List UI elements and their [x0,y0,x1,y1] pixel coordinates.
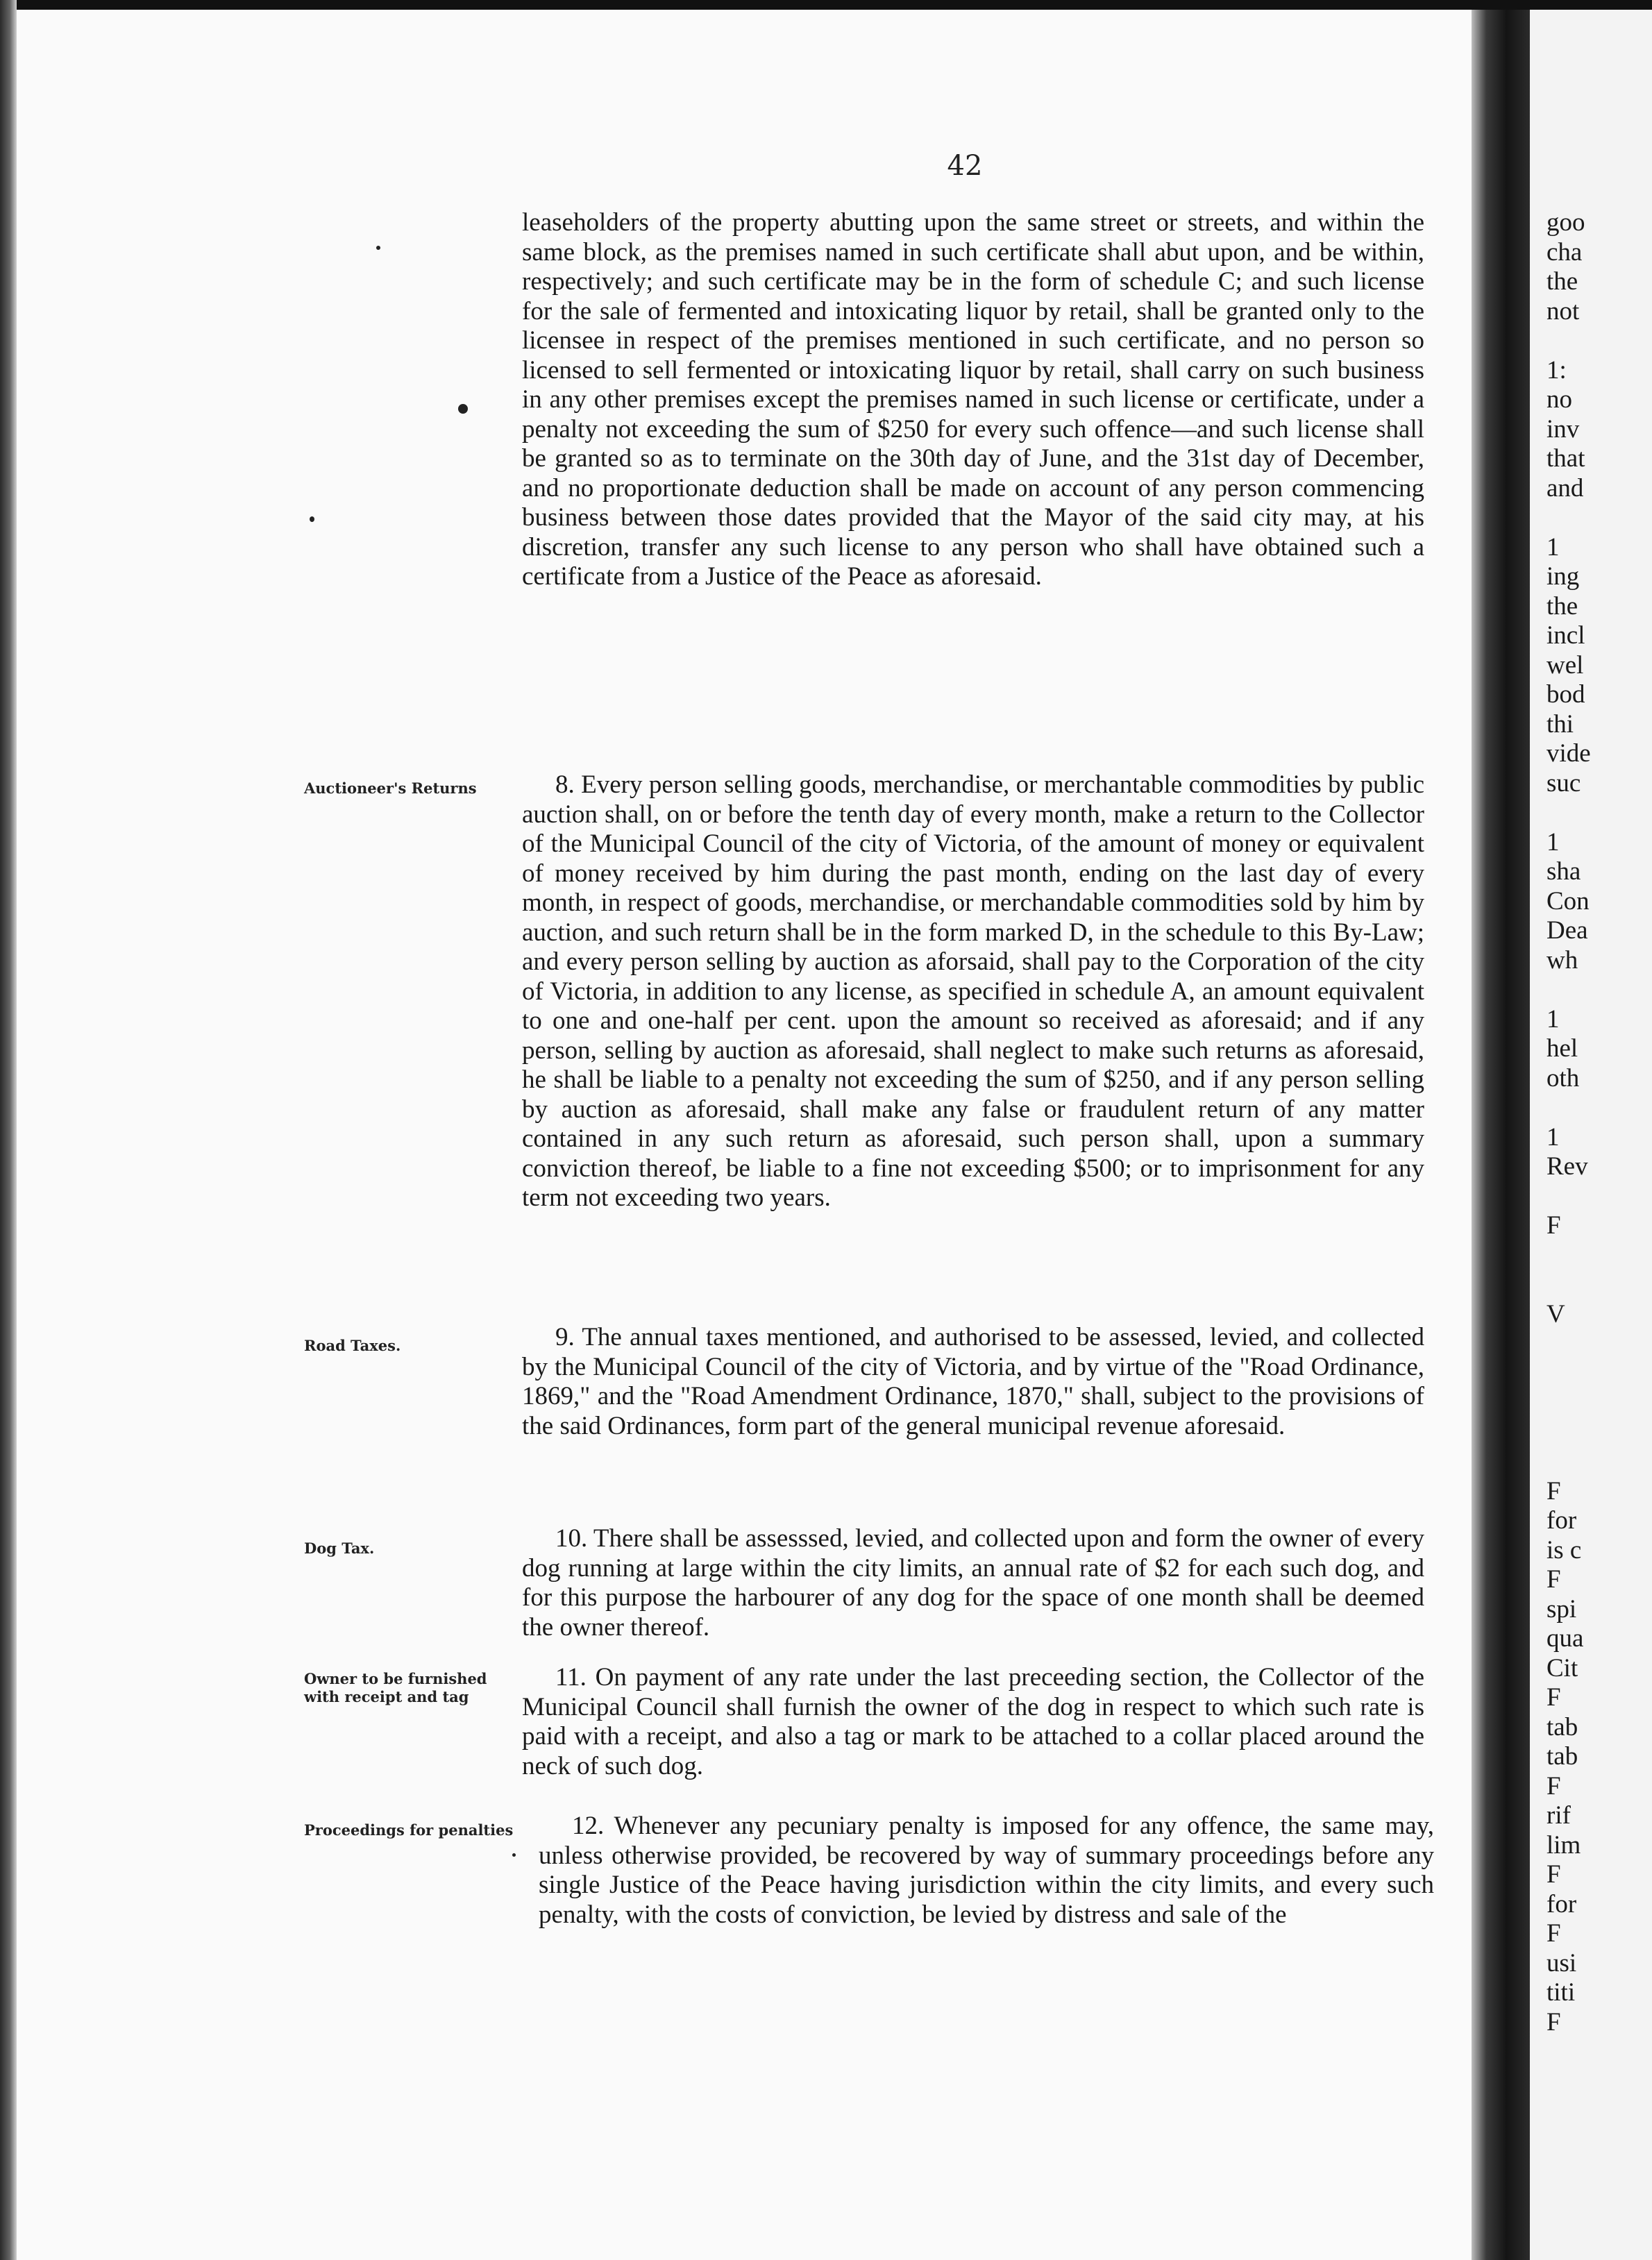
facing-page-fragment: usi [1546,1948,1577,1978]
facing-page-fragment: the [1546,267,1578,296]
facing-page-fragment [1546,1418,1652,1448]
scan-speck [458,404,468,414]
facing-page-fragment: for [1546,1889,1577,1919]
section-8-text: 8. Every person selling goods, merchandise, or merchantable commodities by public auction shall, on or before the tenth day of every month, make a return to the Collector of the Municipal Council of the city of Victoria, of the amount of money or equivalent of money received by him during the past month, ending on the last day of every month, in respect of goods, merchandise, or merchandable commodities sold by him by auction, and such return shall be in the form marked D, in the schedule to this By-Law; and every person selling by auction as aforsaid, shall pay to the Corporation of the city of Victoria, in addition to any license, as specified in schedule A, an amount equivalent to one and one-half per cent. upon the amount so received as aforesaid; and if any person, selling by auction as aforesaid, shall neglect to make such returns as aforesaid, he shall be liable to a penalty not exceeding the sum of $250, and if any person selling by auction as aforesaid, shall make any false or fraudulent return of any matter contained in any such return as aforesaid, such person shall, upon a summary conviction thereof, be liable to a fine not exceeding $500; or to imprisonment for any term not exceeding two years. [522,770,1424,1212]
facing-page-fragment [1546,1359,1652,1389]
facing-page-fragment: and [1546,473,1584,503]
facing-page-fragment [1546,975,1652,1005]
facing-page-fragment: bod [1546,680,1585,709]
facing-page-fragment: tab [1546,1742,1578,1771]
facing-page-fragment: titi [1546,1978,1576,2007]
section-9 [522,1323,1424,1441]
section-11-text: 11. On payment of any rate under the last preceeding section, the Collector of the Municipal Council shall furnish the owner of the dog in respect to which such rate is paid with a receipt, and also a tag or mark to be attached to a collar placed around the neck of such dog. [522,1663,1424,1780]
facing-page-fragment [1546,1182,1652,1212]
facing-page-fragment: wh [1546,945,1578,975]
facing-page-fragment: F [1546,1771,1561,1801]
facing-page-fragment [1546,1447,1652,1477]
facing-page-fragment: wel [1546,650,1584,680]
facing-page-fragment: rif [1546,1801,1571,1830]
facing-page-fragment: Rev [1546,1152,1588,1181]
facing-page-fragment: 1 [1546,532,1560,562]
facing-page-fragment: F [1546,1211,1561,1240]
facing-page-fragment: vide [1546,739,1591,768]
facing-page-fragment: Dea [1546,916,1588,945]
facing-page-fragment: goo [1546,208,1585,237]
margin-note-dog-tax: Dog Tax. [304,1540,375,1557]
facing-page-fragment: 1 [1546,1004,1560,1034]
facing-page-fragment: F [1546,1476,1561,1506]
paragraph-text: leaseholders of the property abutting upon the same street or streets, and within the same block, as the premises named in such certificate shall abut upon, and be within, respectively; and such certificate may be in the form of schedule C; and such license for the sale of fermented and intoxicating liquor by retail, shall be granted only to the licensee in respect of the premises mentioned in such certificate, and no person so licensed to sell fermented or intoxicating liquor by retail, shall carry on such business in any other premises except the premises named in such license or certificate, under a penalty not exceeding the sum of $250 for every such offence—and such license shall be granted so as to terminate on the 30th day of June, and the 31st day of December, and no proportionate deduction shall be made on account of any person commencing business between those dates provided that the Mayor of the said city may, at his discretion, transfer any such license to any person who shall have obtained such a certificate from a Justice of the Peace as aforesaid. [522,208,1424,591]
facing-page-fragment: not [1546,296,1580,326]
facing-page-fragment: that [1546,444,1585,473]
section-11 [522,1663,1424,1781]
facing-page-fragment: suc [1546,768,1581,798]
facing-page-fragment: F [1546,2007,1561,2036]
facing-page-fragment: Cit [1546,1653,1578,1683]
margin-note-road-taxes: Road Taxes. [304,1337,401,1354]
section-8 [522,770,1424,1213]
facing-page-fragment: V [1546,1299,1565,1329]
facing-page-fragment: thi [1546,709,1574,739]
scan-speck [512,1853,516,1857]
facing-page-fragment: hel [1546,1034,1578,1063]
margin-note-proceedings-penalties: Proceedings for penalties [304,1821,514,1839]
facing-page-fragment: sha [1546,857,1581,886]
facing-page-fragment: ing [1546,562,1580,591]
facing-page-fragment: cha [1546,237,1583,267]
facing-page-fragment [1546,326,1652,356]
section-10 [522,1524,1424,1642]
facing-page-fragment: F [1546,1860,1561,1889]
facing-page-fragment [1546,1270,1652,1300]
facing-page-fragment: for [1546,1506,1577,1535]
facing-page-fragment: inv [1546,414,1580,444]
facing-page-fragment [1546,1388,1652,1418]
margin-note-auctioneers-returns: Auctioneer's Returns [304,779,477,797]
scan-speck [376,246,380,250]
book-gutter [1472,10,1530,2260]
facing-page-fragment [1546,798,1652,828]
scan-left-edge [0,0,17,2260]
scan-top-border [0,0,1652,10]
facing-page-fragment [1546,503,1652,533]
facing-page-fragment: lim [1546,1830,1581,1860]
facing-page-fragment: tab [1546,1712,1578,1742]
scan-speck [310,516,314,522]
facing-page-fragment: incl [1546,621,1585,650]
facing-page-fragment: the [1546,591,1578,621]
margin-note-owner-receipt: Owner to be furnished with receipt and tag [304,1670,487,1705]
opening-paragraph [522,208,1424,592]
facing-page-fragment: no [1546,385,1572,414]
facing-page-fragment: is c [1546,1535,1582,1565]
facing-page-fragment: F [1546,1919,1561,1948]
facing-page-fragment [1546,1241,1652,1271]
section-12-text: 12. Whenever any pecuniary penalty is imposed for any offence, the same may, unless otherwise provided, be recovered by way of summary proceedings before any single Justice of the Peace having jurisdiction within the city limits, and every such penalty, with the costs of conviction, be levied by distress and sale of the [539,1812,1434,1929]
facing-page-fragment [1546,1093,1652,1123]
facing-page-fragment: spi [1546,1594,1577,1624]
facing-page-fragment: 1: [1546,355,1567,385]
section-12 [539,1812,1434,1930]
facing-page-fragment: 1 [1546,827,1560,857]
facing-page-fragment: oth [1546,1063,1580,1093]
section-10-text: 10. There shall be assesssed, levied, and collected upon and form the owner of every dog running at large within the city limits, an annual rate of $2 for each such dog, and for this purpose the harbourer of any dog for the space of one month shall be deemed the owner thereof. [522,1524,1424,1642]
facing-page-fragment: 1 [1546,1122,1560,1152]
facing-page-fragment: qua [1546,1624,1584,1653]
facing-page-fragment: F [1546,1683,1561,1712]
facing-page-text [1546,208,1652,2037]
facing-page-fragment: Con [1546,886,1590,916]
page-number: 42 [947,150,983,182]
facing-page-fragment: F [1546,1565,1561,1594]
facing-page-fragment [1546,1329,1652,1359]
section-9-text: 9. The annual taxes mentioned, and authorised to be assessed, levied, and collected by the Municipal Council of the city of Victoria, and by virtue of the "Road Ordinance, 1869," and the "Road Amendment Ordinance, 1870," shall, subject to the provisions of the said Ordinances, form part of the general municipal revenue aforesaid. [522,1323,1424,1440]
